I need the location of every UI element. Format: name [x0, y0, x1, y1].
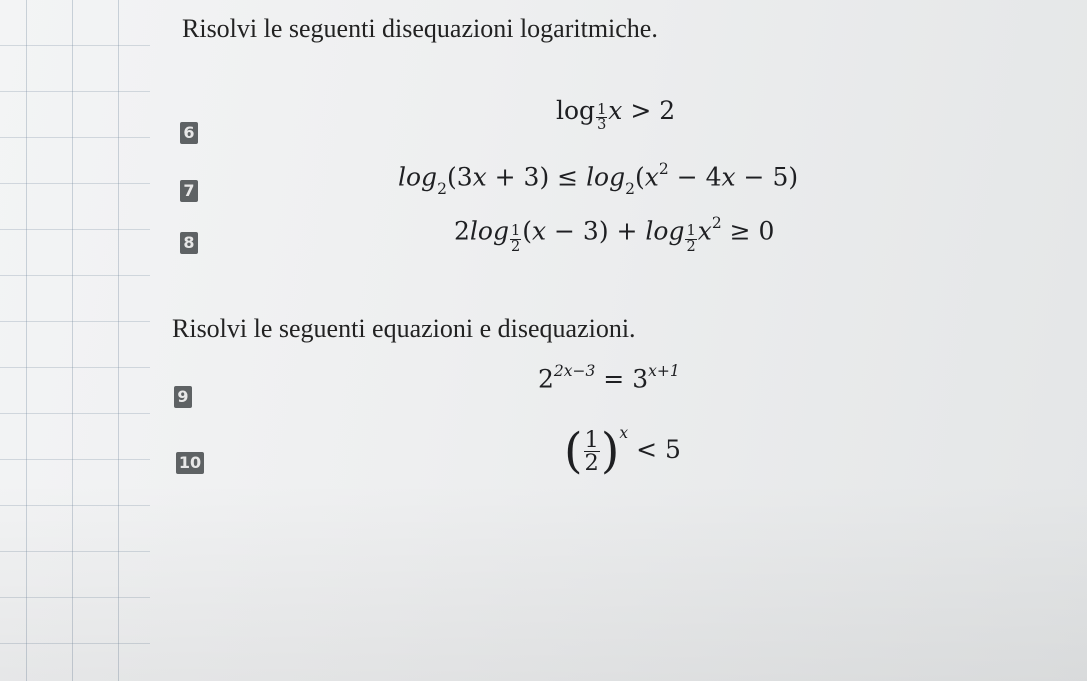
exercise-7-inequality: $\log_2(3x + 3) \le \log_2(x^2 - 4x - 5)$: [398, 160, 799, 199]
exercise-6-inequality: log $\frac{1}{3}$ x > 2: [556, 96, 676, 134]
section-title-equations: Risolvi le seguenti equazioni e disequazioni.: [172, 314, 636, 343]
exercise-number-9: 9: [174, 386, 192, 408]
exercise-10-inequality: ( $\frac{1}{2}$ )$^x$ < 5: [564, 424, 681, 480]
exercise-number-10: 10: [176, 452, 204, 474]
exercise-8-inequality: 2log $\frac{1}{2}$ (x − 3) + log $\frac{1}{2}$ $x^2 \ge 0$: [454, 214, 775, 255]
exercise-number-6: 6: [180, 122, 198, 144]
exercise-number-8: 8: [180, 232, 198, 254]
section-title-logarithmic: Risolvi le seguenti disequazioni logaritmiche.: [182, 14, 658, 43]
exercise-number-7: 7: [180, 180, 198, 202]
page-shadow: [0, 481, 1087, 681]
exercise-9-equation: $2^{2x-3} = 3^{x+1}$: [538, 362, 680, 394]
